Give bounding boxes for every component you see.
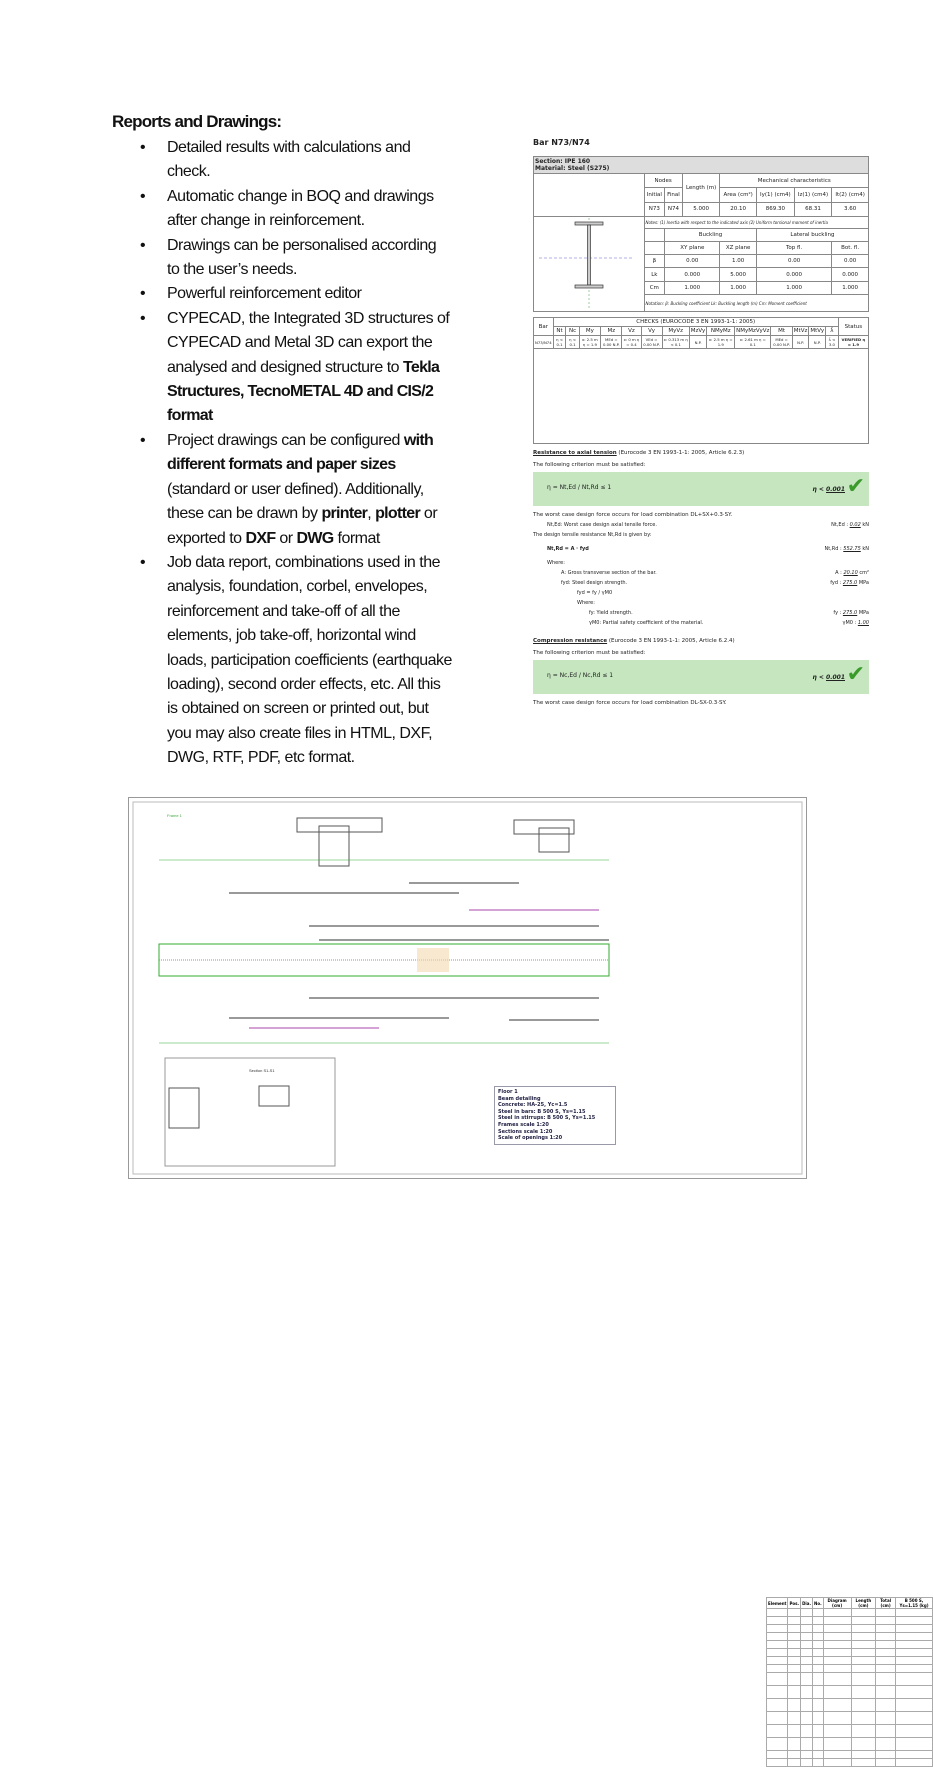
table-cell: 5.000 xyxy=(720,268,756,281)
table-cell: 0.00 xyxy=(832,255,869,268)
item-text: or xyxy=(275,529,297,547)
calc-line: Nt,Ed: Worst case design axial tensile force. Nt,Ed : 0.02 kN xyxy=(547,522,869,528)
list-item xyxy=(167,282,452,306)
bar-report xyxy=(533,138,869,706)
table-cell: 20.10 xyxy=(720,202,756,216)
table-header: Nt xyxy=(553,327,566,336)
table-cell: N.P. xyxy=(792,336,809,349)
table-row xyxy=(767,1751,933,1759)
notes: Notes: (1) Inertia with respect to the indicated axis (2) Uniform torsional moment of inertia xyxy=(644,217,868,229)
section-label: Section S1-S1 xyxy=(249,1068,275,1073)
table-cell: N73 xyxy=(644,202,665,216)
table-cell: 1.000 xyxy=(832,281,869,294)
item-bold: DXF xyxy=(245,529,276,547)
calc-line: Where: xyxy=(547,560,565,566)
table-cell: N73/N74 xyxy=(534,336,554,349)
title-block-line: Frames scale 1:20 xyxy=(498,1121,549,1128)
table-header: No. xyxy=(812,1598,823,1609)
th: Iz(1) (cm4) xyxy=(794,188,831,202)
table-cell: VERIFIED η = 1.9 xyxy=(838,336,868,349)
table-header: MtVy xyxy=(810,328,825,334)
item-text: (standard or user defined). Additionally, these can be drawn by xyxy=(167,480,424,523)
title-block xyxy=(494,1086,616,1145)
section-name: Section: IPE 160 xyxy=(535,158,591,165)
check-icon: ✔ xyxy=(846,474,865,499)
table-header: Vy xyxy=(641,327,662,336)
table-row xyxy=(767,1673,933,1686)
table-header: B 500 S, Ys=1.15 (kg) xyxy=(895,1598,932,1609)
table-cell: x: 0 m η = 0.4 xyxy=(623,337,640,347)
frame-label: Frame 1 xyxy=(167,813,182,818)
list-item xyxy=(167,551,452,771)
th: Lateral buckling xyxy=(756,228,868,241)
table-cell: 3.60 xyxy=(832,202,869,216)
th: Nodes xyxy=(644,174,682,188)
table-header: My xyxy=(579,327,600,336)
table-cell: MEd = 0.00 N.P. xyxy=(601,336,622,349)
table-row xyxy=(767,1633,933,1641)
th: Buckling xyxy=(665,228,757,241)
check-icon: ✔ xyxy=(846,662,865,687)
title-block-line: Scale of openings 1:20 xyxy=(498,1135,563,1142)
criterion-box xyxy=(533,472,869,506)
th: XZ plane xyxy=(720,242,756,255)
list-item xyxy=(167,307,452,429)
th: Final xyxy=(665,188,683,202)
table-cell: 1.00 xyxy=(720,255,756,268)
table-cell: N.P. xyxy=(809,336,826,349)
table-cell: 68.31 xyxy=(794,202,831,216)
table-cell: 0.000 xyxy=(665,268,720,281)
eta-value: η < 0.001 xyxy=(812,486,845,493)
table-header: NMyMzVyVz xyxy=(736,328,770,334)
item-bold: printer xyxy=(321,505,368,523)
table-cell: 5.000 xyxy=(682,202,720,216)
title-block-line: Floor 1 xyxy=(498,1089,518,1095)
table-row xyxy=(767,1609,933,1617)
table-header: NMyMz xyxy=(707,327,735,336)
item-text: Detailed results with calculations and check. xyxy=(167,139,411,181)
calc-line: fy: Yield strength. fy : 275.0 MPa xyxy=(589,610,869,616)
table-row xyxy=(767,1686,933,1699)
list-item xyxy=(167,185,452,234)
table-cell: x: 2.61 m η = 0.1 xyxy=(735,336,771,349)
table-cell: N.P. xyxy=(689,336,707,349)
table-cell: 0.00 xyxy=(665,255,720,268)
table-row xyxy=(767,1649,933,1657)
calc-line: fyd = fy / γM0 xyxy=(577,590,613,596)
title-block-line: Beam detailing xyxy=(498,1095,541,1102)
th: Iy(1) (cm4) xyxy=(756,188,794,202)
table-cell: N74 xyxy=(665,202,683,216)
beam-elevation-drawing xyxy=(129,798,806,1178)
section-table xyxy=(533,156,869,312)
section-heading: Reports and Drawings: xyxy=(112,112,282,131)
checks-table xyxy=(533,317,869,444)
feature-list xyxy=(112,136,457,771)
table-header: Total (cm) xyxy=(876,1598,896,1609)
calc-line: A: Gross transverse section of the bar. A : 20.10 cm² xyxy=(561,570,869,576)
table-header: MtVz xyxy=(793,328,808,334)
th: Initial xyxy=(644,188,665,202)
table-row xyxy=(767,1617,933,1625)
table-header: Vz xyxy=(622,327,641,336)
criterion-text: The following criterion must be satisfied: xyxy=(533,462,646,468)
bar-schedule-table xyxy=(766,1597,933,1767)
item-text: CYPECAD, the Integrated 3D structures of CYPECAD and Metal 3D can export the analysed and designed structure to xyxy=(167,309,450,376)
table-cell: Lk xyxy=(644,268,665,281)
title-block-line: Steel in stirrups: B 500 S, Ys=1.15 xyxy=(498,1115,596,1122)
table-cell: 0.000 xyxy=(832,268,869,281)
item-text: Project drawings can be configured xyxy=(167,431,404,449)
table-cell: MEd = 0.00 N.P. xyxy=(771,336,792,349)
th: Length (m) xyxy=(682,174,720,203)
table-row xyxy=(767,1725,933,1738)
table-cell: λ̄ < 3.0 xyxy=(826,336,839,349)
title-block-line: Steel in bars: B 500 S, Ys=1.15 xyxy=(498,1108,586,1115)
table-row xyxy=(767,1665,933,1673)
calc-line: Where: xyxy=(577,600,595,606)
th: It(2) (cm4) xyxy=(832,188,869,202)
criterion-box xyxy=(533,660,869,694)
th: Bot. fl. xyxy=(832,242,869,255)
calc-line: fyd: Steel design strength. fyd : 275.0 MPa xyxy=(561,580,869,586)
table-cell: 0.000 xyxy=(756,268,831,281)
table-header: MyVz xyxy=(662,327,689,336)
table-header: λ̄ xyxy=(826,327,839,336)
table-header: Length (cm) xyxy=(851,1598,876,1609)
report-title: Bar N73/N74 xyxy=(533,138,590,147)
notation: Notation: β: Buckling coefficient Lk: Buckling length (m) Cm: Moment coefficient xyxy=(644,295,868,312)
table-cell: x: 2.5 m η = 1.9 xyxy=(707,336,735,349)
th: CHECKS (EUROCODE 3 EN 1993-1-1: 2005) xyxy=(553,318,838,327)
item-text: format xyxy=(333,529,380,547)
th: Mechanical characteristics xyxy=(720,174,869,188)
item-text: Automatic change in BOQ and drawings after change in reinforcement. xyxy=(167,187,434,230)
table-cell: β xyxy=(644,255,665,268)
th: XY plane xyxy=(665,242,720,255)
table-header: Pos. xyxy=(788,1598,801,1609)
table-cell: VEd = 0.00 N.P. xyxy=(641,336,662,349)
item-text: or exported to xyxy=(167,505,438,547)
item-bold: DWG xyxy=(296,529,334,547)
table-header: Dia. xyxy=(801,1598,813,1609)
table-row xyxy=(767,1641,933,1649)
th: Bar xyxy=(534,318,554,336)
table-header: Mz xyxy=(601,327,622,336)
features-section xyxy=(112,112,457,771)
th: Status xyxy=(838,318,868,336)
item-text: , xyxy=(367,505,376,523)
eta-value: η < 0.001 xyxy=(812,674,845,681)
item-bold: plotter xyxy=(375,505,420,523)
item-bold: with different formats and paper sizes xyxy=(167,431,434,474)
list-item xyxy=(167,136,452,185)
table-header: MzVy xyxy=(690,328,706,334)
table-header: Nc xyxy=(566,327,579,336)
title-block-line: Concrete: HA-25, Yc=1.5 xyxy=(498,1102,568,1109)
beam-drawing xyxy=(128,797,929,1608)
table-cell: 0.00 xyxy=(756,255,831,268)
worst-case-text: The worst case design force occurs for load combination DL-SX-0.3·SY. xyxy=(533,700,727,706)
item-text: Drawings can be personalised according to the user’s needs. xyxy=(167,236,437,279)
formula: η = Nt,Ed / Nt,Rd ≤ 1 xyxy=(547,484,612,491)
table-row xyxy=(767,1625,933,1633)
list-item xyxy=(167,234,452,283)
th: Area (cm²) xyxy=(720,188,756,202)
item-text: Job data report, combinations used in the analysis, foundation, corbel, envelopes, reinforcement and take-off of all the elements, job take-off, horizontal wind loads, participation coefficients (earthquake loading), second order effects, etc. All this is obtained on screen or printed out, but you may also create files in HTML, DXF, DWG, RTF, PDF, etc format. xyxy=(167,553,452,767)
ipe-section-icon xyxy=(534,217,645,312)
table-cell: η < 0.1 xyxy=(553,336,566,349)
table-cell: 1.000 xyxy=(756,281,831,294)
table-cell: 869.30 xyxy=(756,202,794,216)
table-row xyxy=(767,1699,933,1712)
table-cell: Cm xyxy=(644,281,665,294)
title-block-line: Sections scale 1:20 xyxy=(498,1128,553,1135)
criterion-text: The following criterion must be satisfied: xyxy=(533,650,646,656)
compression-title: Compression resistance (Eurocode 3 EN 1993-1-1: 2005, Article 6.2.4) xyxy=(533,638,735,644)
table-row xyxy=(767,1738,933,1751)
calc-line: Nt,Rd = A · fyd Nt,Rd : 552.75 kN xyxy=(547,546,869,552)
table-header: Mt xyxy=(771,327,792,336)
table-cell: 1.000 xyxy=(665,281,720,294)
item-bold: Tekla Structures, TecnoMETAL 4D and CIS/2 format xyxy=(167,358,440,425)
th: Top fl. xyxy=(756,242,831,255)
table-header: Element xyxy=(767,1598,788,1609)
axial-tension-title: Resistance to axial tension (Eurocode 3 EN 1993-1-1: 2005, Article 6.2.3) xyxy=(533,450,745,456)
table-header: Diagram (cm) xyxy=(823,1598,851,1609)
table-cell: x: 0.313 m η < 0.1 xyxy=(663,337,688,347)
calc-line: γM0: Partial safety coefficient of the material. γM0 : 1.00 xyxy=(589,620,869,626)
table-cell: 1.000 xyxy=(720,281,756,294)
formula: η = Nc,Ed / Nc,Rd ≤ 1 xyxy=(547,672,614,679)
list-item xyxy=(167,429,452,551)
worst-case-text: The worst case design force occurs for load combination DL+SX+0.3·SY. xyxy=(533,512,733,518)
table-row xyxy=(767,1759,933,1767)
material-name: Material: Steel (S275) xyxy=(535,165,610,172)
table-row xyxy=(767,1657,933,1665)
table-row xyxy=(534,336,869,349)
table-cell: η < 0.1 xyxy=(566,336,579,349)
table-row xyxy=(767,1712,933,1725)
table-cell: x: 2.5 m η = 1.9 xyxy=(579,336,600,349)
calc-line: The design tensile resistance Nt,Rd is given by: xyxy=(533,532,652,538)
item-text: Powerful reinforcement editor xyxy=(167,285,362,303)
